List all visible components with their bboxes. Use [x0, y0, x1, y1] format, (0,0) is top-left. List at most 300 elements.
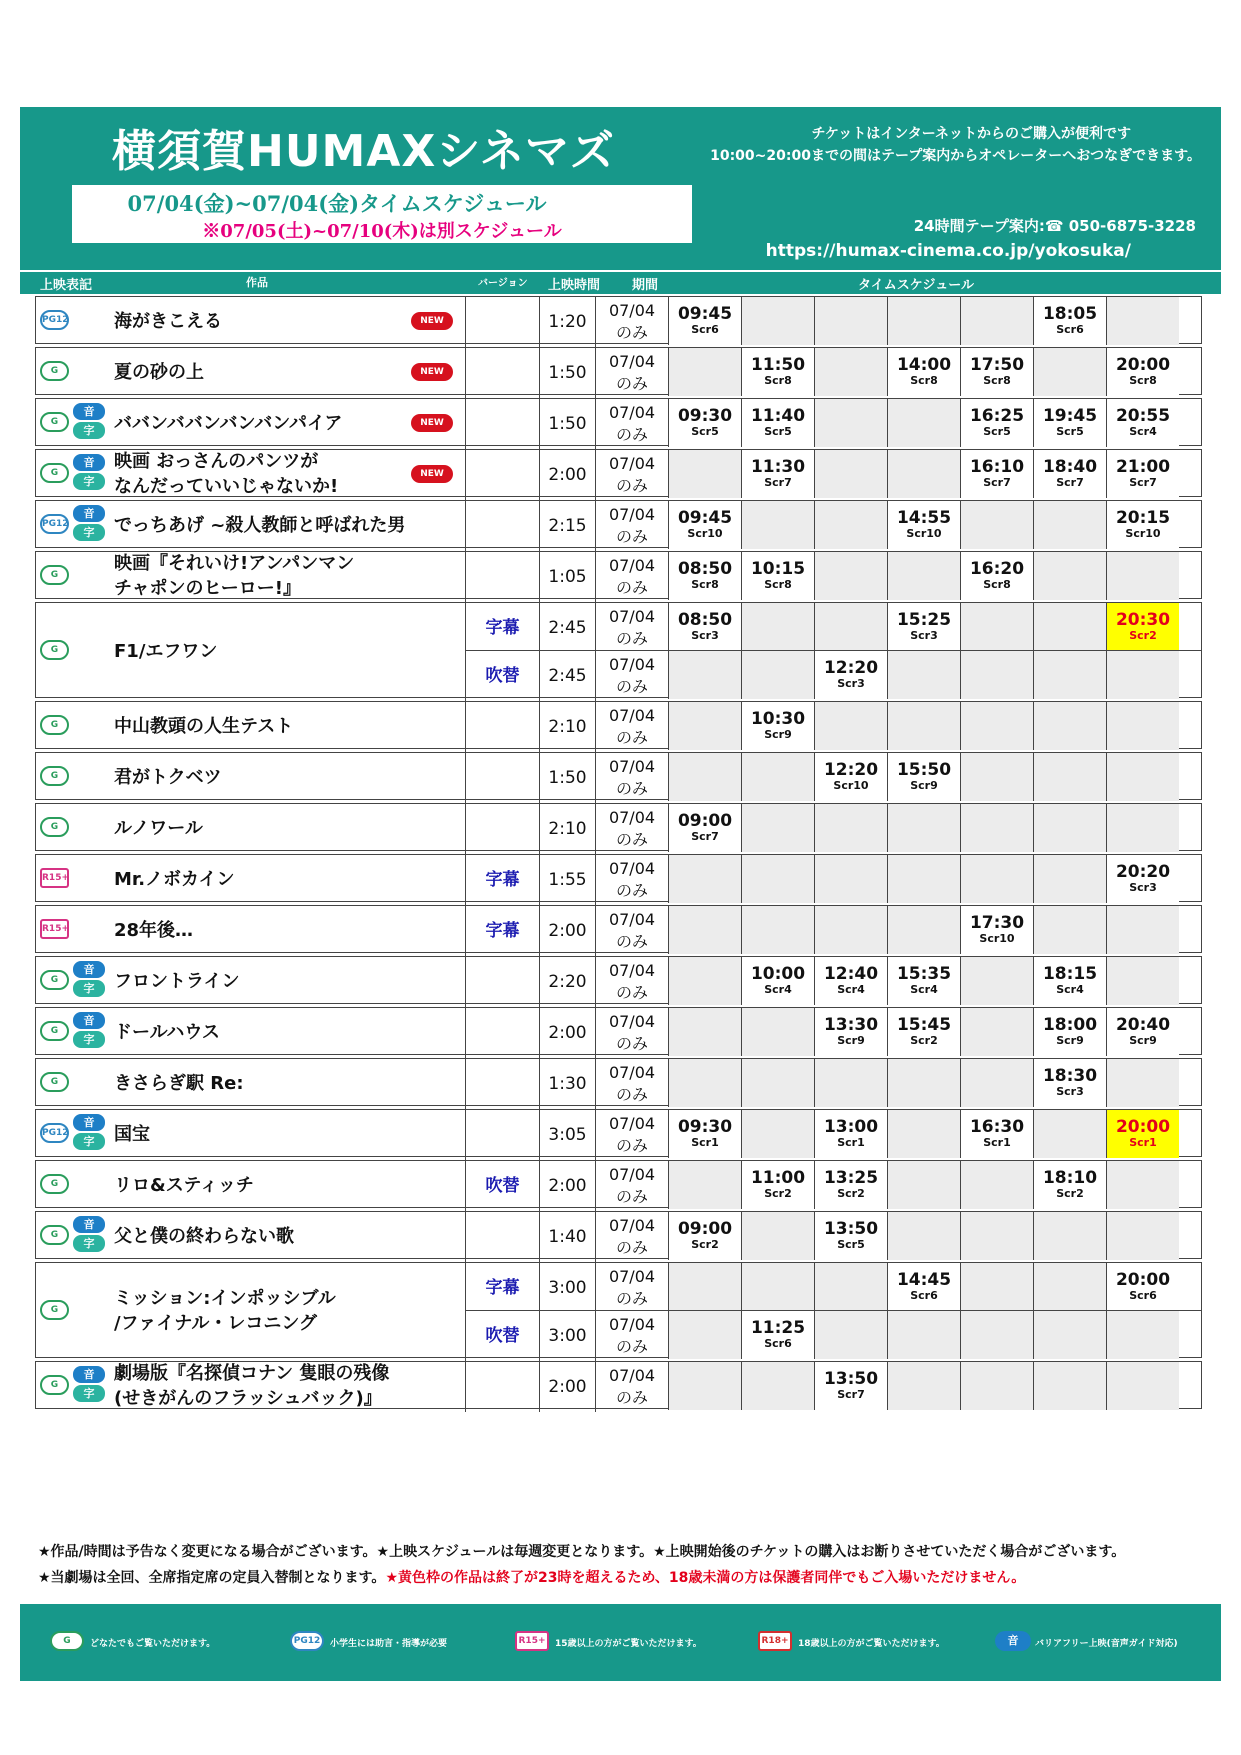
barrier-free-icon — [73, 454, 105, 492]
movie-title — [114, 309, 222, 334]
showtime-slot[interactable] — [814, 1161, 887, 1209]
showtime-slot[interactable] — [1033, 1008, 1106, 1056]
screen-number: Scr2 — [910, 1034, 938, 1047]
showtime[interactable]: 08:50 — [677, 610, 733, 630]
showtime-slot[interactable] — [887, 1263, 960, 1310]
screen-number: Scr8 — [983, 578, 1011, 591]
showtime[interactable]: 11:30 — [750, 457, 806, 477]
showtime-slot — [887, 1059, 960, 1107]
showtime-slot[interactable] — [741, 450, 814, 498]
screen-number: Scr6 — [1056, 323, 1084, 336]
rating-badge: G — [40, 1375, 69, 1395]
showtime-slot — [1033, 1110, 1106, 1158]
showtime-slot — [814, 603, 887, 650]
col-schedule: タイムスケジュール — [858, 278, 974, 293]
rating-badge: G — [40, 715, 69, 735]
runtime-cell: 2:10 — [539, 804, 595, 854]
showtime[interactable]: 15:45 — [896, 1015, 952, 1035]
showing-row — [465, 1161, 1202, 1211]
showtime[interactable]: 17:30 — [969, 913, 1025, 933]
screen-number: Scr5 — [837, 1238, 865, 1251]
showtime[interactable]: 16:10 — [969, 457, 1025, 477]
rating-badge: G — [40, 640, 69, 660]
showtime-slot[interactable] — [814, 1362, 887, 1410]
screen-number: Scr4 — [837, 983, 865, 996]
rating-badge: PG12 — [40, 310, 69, 330]
screen-number: Scr3 — [1056, 1085, 1084, 1098]
showtime-slot — [814, 552, 887, 600]
movie-title-line: 映画『それいけ!アンパンマン — [114, 553, 355, 574]
showtime-slot[interactable] — [887, 957, 960, 1005]
showtime[interactable]: 16:20 — [969, 559, 1025, 579]
showtime-slot[interactable] — [1106, 603, 1179, 650]
movie-title-line: なんだっていいじゃないか! — [114, 476, 339, 497]
showtime-slot — [814, 702, 887, 750]
showtime-slot — [1106, 1311, 1179, 1359]
cinema-name: 横須賀HUMAXシネマズ — [112, 126, 615, 177]
showtime[interactable]: 11:25 — [750, 1318, 806, 1338]
showtime[interactable]: 18:30 — [1042, 1066, 1098, 1086]
showtime-slot[interactable] — [814, 1212, 887, 1260]
movie-row — [35, 1007, 1202, 1055]
showtime-slot — [1033, 906, 1106, 954]
showtime-slot[interactable] — [741, 1311, 814, 1359]
showtime[interactable]: 15:25 — [896, 610, 952, 630]
showtime[interactable]: 13:30 — [823, 1015, 879, 1035]
period-cell — [595, 348, 668, 398]
period-only: のみ — [615, 527, 648, 546]
showtime-slot[interactable] — [814, 1008, 887, 1056]
movie-row — [35, 701, 1202, 749]
showtime-slot[interactable] — [741, 552, 814, 600]
movie-row — [35, 752, 1202, 800]
showtime-slot — [1033, 1263, 1106, 1310]
showtime-slot — [1106, 552, 1179, 600]
showtime[interactable]: 13:50 — [823, 1219, 879, 1239]
showtime-slot — [814, 1263, 887, 1310]
showtime-slot[interactable] — [668, 804, 741, 852]
showtime-slot — [741, 1362, 814, 1410]
screen-number: Scr2 — [837, 1187, 865, 1200]
showing-row — [465, 1008, 1202, 1058]
movie-title — [114, 1361, 389, 1411]
showtime[interactable]: 14:45 — [896, 1270, 952, 1290]
period-date: 07/04 — [608, 757, 656, 776]
showtime[interactable]: 09:45 — [677, 508, 733, 528]
showtime-slot — [960, 957, 1033, 1005]
showtime[interactable]: 09:45 — [677, 304, 733, 324]
showtime-slot — [1033, 651, 1106, 699]
notes-late-warning: ★黄色枠の作品は終了が23時を超えるため、18歳未満の方は保護者同伴でもご入場いただけません。 — [385, 1570, 1026, 1586]
showtime-slot — [1106, 906, 1179, 954]
showtime[interactable]: 08:50 — [677, 559, 733, 579]
showtime-slot — [887, 1362, 960, 1410]
period-cell — [595, 297, 668, 347]
version-cell: 吹替 — [465, 651, 539, 701]
period-cell — [595, 753, 668, 803]
period-cell — [595, 1110, 668, 1160]
showtime-slot — [1106, 1212, 1179, 1260]
showtime-slot[interactable] — [960, 450, 1033, 498]
screen-number: Scr6 — [764, 1337, 792, 1350]
showtime[interactable]: 14:00 — [896, 355, 952, 375]
showtime[interactable]: 18:40 — [1042, 457, 1098, 477]
showtime[interactable]: 20:00 — [1115, 355, 1171, 375]
showtime-slot[interactable] — [1106, 1008, 1179, 1056]
showtime-slot — [1033, 855, 1106, 903]
showtime[interactable]: 19:45 — [1042, 406, 1098, 426]
showtime[interactable]: 20:20 — [1115, 862, 1171, 882]
showtime-slot[interactable] — [1033, 450, 1106, 498]
rating-badge: G — [40, 412, 69, 432]
screen-number: Scr10 — [833, 779, 869, 792]
barrier-free-icon — [73, 961, 105, 999]
showtime[interactable]: 09:00 — [677, 1219, 733, 1239]
showtime-slot — [668, 450, 741, 498]
screen-number: Scr7 — [983, 476, 1011, 489]
showtime-slot[interactable] — [960, 552, 1033, 600]
period-only: のみ — [615, 578, 648, 597]
showing-row — [465, 804, 1202, 854]
showtime-slot — [887, 1110, 960, 1158]
showtime-slot[interactable] — [887, 603, 960, 650]
showtime-slot[interactable] — [1106, 1110, 1179, 1158]
period-only: のみ — [615, 881, 648, 900]
movie-title — [114, 816, 203, 841]
new-badge: NEW — [411, 465, 453, 483]
movie-title-line: リロ&スティッチ — [114, 1174, 254, 1196]
movie-title-line: チャポンのヒーロー!』 — [114, 578, 301, 599]
showtime-slot[interactable] — [1106, 501, 1179, 549]
screen-number: Scr8 — [691, 578, 719, 591]
movie-title — [114, 1122, 150, 1147]
period-cell — [595, 702, 668, 752]
showtime-slot[interactable] — [741, 399, 814, 447]
phone-info: 24時間テープ案内:☎ 050-6875-3228 — [913, 217, 1196, 235]
period-only: のみ — [615, 728, 648, 747]
showtime[interactable]: 11:00 — [750, 1168, 806, 1188]
website-link[interactable]: https://humax-cinema.co.jp/yokosuka/ — [765, 241, 1131, 261]
showtime-slot — [960, 1263, 1033, 1310]
showtime-slot[interactable] — [1033, 957, 1106, 1005]
showtime-slot — [668, 753, 741, 801]
showtime[interactable]: 12:40 — [823, 964, 879, 984]
showtime-slot — [668, 906, 741, 954]
showtime-slot — [960, 855, 1033, 903]
screen-number: Scr5 — [764, 425, 792, 438]
showtime-slot[interactable] — [887, 753, 960, 801]
showtime[interactable]: 11:50 — [750, 355, 806, 375]
rating-badge: R15+ — [40, 919, 69, 939]
showtime[interactable]: 15:50 — [896, 760, 952, 780]
separate-schedule-note: ※07/05(土)~07/10(木)は別スケジュール — [202, 221, 562, 242]
showtime-slot — [668, 702, 741, 750]
showtime-slot — [1106, 1161, 1179, 1209]
showtime-slot[interactable] — [741, 957, 814, 1005]
showing-row — [465, 1263, 1202, 1313]
showtime-slot[interactable] — [741, 1161, 814, 1209]
screen-number: Scr2 — [691, 1238, 719, 1251]
showtime[interactable]: 10:30 — [750, 709, 806, 729]
showtime[interactable]: 20:30 — [1115, 610, 1171, 630]
showtime[interactable]: 10:15 — [750, 559, 806, 579]
showtime[interactable]: 18:15 — [1042, 964, 1098, 984]
rating-badge: G — [40, 970, 69, 990]
runtime-cell: 2:45 — [539, 651, 595, 701]
showtime-slot — [741, 1263, 814, 1310]
showtime-slot — [668, 1008, 741, 1056]
movie-title-line: ドールハウス — [114, 1021, 220, 1043]
showtime[interactable]: 20:00 — [1115, 1117, 1171, 1137]
showtime-slot — [1033, 552, 1106, 600]
showtime[interactable]: 13:50 — [823, 1369, 879, 1389]
period-date: 07/04 — [608, 454, 656, 473]
showtime[interactable]: 20:15 — [1115, 508, 1171, 528]
showtime-slot[interactable] — [1033, 1161, 1106, 1209]
screen-number: Scr6 — [691, 323, 719, 336]
period-only: のみ — [615, 1337, 648, 1356]
showtime[interactable]: 11:40 — [750, 406, 806, 426]
period-cell — [595, 804, 668, 854]
rating-legend — [20, 1604, 1221, 1681]
screen-number: Scr5 — [691, 425, 719, 438]
showtime-slot — [668, 1362, 741, 1410]
period-only: のみ — [615, 779, 648, 798]
showtime-slot[interactable] — [1033, 399, 1106, 447]
period-date: 07/04 — [608, 1267, 656, 1286]
runtime-cell: 2:10 — [539, 702, 595, 752]
movie-title-line: (せきがんのフラッシュバック)』 — [114, 1388, 382, 1409]
showtime-slot[interactable] — [1033, 297, 1106, 345]
showtime-slot[interactable] — [960, 348, 1033, 396]
showtime-slot — [960, 297, 1033, 345]
subtitle-guide-icon: 字 — [73, 1031, 105, 1048]
version-cell — [465, 804, 539, 854]
showtime-slot[interactable] — [814, 1110, 887, 1158]
new-badge: NEW — [411, 363, 453, 381]
period-date: 07/04 — [608, 655, 656, 674]
movie-title — [114, 1173, 254, 1198]
showtime-slot — [960, 1311, 1033, 1359]
showtime-slot — [887, 855, 960, 903]
rating-badge: G — [50, 1631, 84, 1651]
showtime-slot[interactable] — [887, 348, 960, 396]
barrier-free-icon — [73, 403, 105, 441]
rating-badge: PG12 — [40, 1123, 69, 1143]
screen-number: Scr9 — [764, 728, 792, 741]
showtime[interactable]: 13:00 — [823, 1117, 879, 1137]
operator-info: 10:00~20:00までの間はテープ案内からオペレーターへおつなぎできます。 — [710, 148, 1201, 164]
showtime-slot[interactable] — [668, 1212, 741, 1260]
period-cell — [595, 906, 668, 956]
showtime-slot[interactable] — [668, 399, 741, 447]
showtime-slot — [960, 651, 1033, 699]
showtime-slot — [960, 804, 1033, 852]
subtitle-guide-icon: 字 — [73, 1235, 105, 1252]
movie-row — [35, 602, 1202, 698]
rating-badge: G — [40, 1174, 69, 1194]
showtime-slot — [668, 348, 741, 396]
barrier-free-icon: 音 — [995, 1631, 1031, 1651]
subtitle-guide-icon: 字 — [73, 1385, 105, 1402]
showtime-slot — [814, 450, 887, 498]
movie-row — [35, 803, 1202, 851]
runtime-cell: 1:30 — [539, 1059, 595, 1109]
showtime-slot[interactable] — [1106, 855, 1179, 903]
showtime-slot[interactable] — [887, 1008, 960, 1056]
period-only: のみ — [615, 374, 648, 393]
showtime-slot[interactable] — [1106, 1263, 1179, 1310]
version-cell — [465, 1008, 539, 1058]
rating-badge: G — [40, 766, 69, 786]
showing-row — [465, 603, 1202, 653]
period-only: のみ — [615, 629, 648, 648]
showtime[interactable]: 18:00 — [1042, 1015, 1098, 1035]
showtime-slot[interactable] — [668, 501, 741, 549]
showtime-slot — [960, 702, 1033, 750]
screen-number: Scr3 — [837, 677, 865, 690]
showtime-slot — [668, 1059, 741, 1107]
runtime-cell: 1:50 — [539, 399, 595, 449]
showtime-slot[interactable] — [887, 501, 960, 549]
showtime[interactable]: 12:20 — [823, 658, 879, 678]
version-cell: 吹替 — [465, 1161, 539, 1211]
period-cell — [595, 651, 668, 701]
showtime-slot[interactable] — [1033, 1059, 1106, 1107]
showtime[interactable]: 14:55 — [896, 508, 952, 528]
showtime-slot[interactable] — [668, 603, 741, 650]
period-date: 07/04 — [608, 808, 656, 827]
showtime-slot — [1033, 1311, 1106, 1359]
period-only: のみ — [615, 932, 648, 951]
showtime-slot[interactable] — [960, 399, 1033, 447]
showtime-slot[interactable] — [814, 753, 887, 801]
ticket-info: チケットはインターネットからのご購入が便利です — [811, 126, 1131, 142]
showtime-slot — [741, 603, 814, 650]
period-date: 07/04 — [608, 352, 656, 371]
period-date: 07/04 — [608, 859, 656, 878]
screen-number: Scr1 — [1129, 1136, 1157, 1149]
rating-badge: PG12 — [290, 1631, 324, 1651]
period-date: 07/04 — [608, 1366, 656, 1385]
showtime[interactable]: 10:00 — [750, 964, 806, 984]
showtime-slot[interactable] — [1106, 348, 1179, 396]
showtime-slot — [887, 702, 960, 750]
showtime-slot[interactable] — [741, 348, 814, 396]
version-cell — [465, 957, 539, 1007]
period-date: 07/04 — [608, 403, 656, 422]
showtime[interactable]: 18:05 — [1042, 304, 1098, 324]
showtime-slot[interactable] — [668, 1110, 741, 1158]
showtime-slot[interactable] — [814, 651, 887, 699]
showtime[interactable]: 21:00 — [1115, 457, 1171, 477]
period-cell — [595, 552, 668, 602]
movie-title-line: ミッション:インポッシブル — [114, 1288, 336, 1309]
runtime-cell: 2:45 — [539, 603, 595, 653]
period-cell — [595, 957, 668, 1007]
showtime-slot[interactable] — [814, 957, 887, 1005]
rating-badge: R15+ — [515, 1631, 549, 1651]
period-date: 07/04 — [608, 301, 656, 320]
showtime[interactable]: 16:30 — [969, 1117, 1025, 1137]
showtime-slot[interactable] — [668, 552, 741, 600]
screen-number: Scr6 — [910, 1289, 938, 1302]
runtime-cell: 1:20 — [539, 297, 595, 347]
showtime-slot — [1106, 702, 1179, 750]
showing-row — [465, 650, 1202, 699]
showtime-slot[interactable] — [960, 1110, 1033, 1158]
showtime-slot[interactable] — [1106, 450, 1179, 498]
screen-number: Scr10 — [906, 527, 942, 540]
version-cell — [465, 753, 539, 803]
runtime-cell: 1:50 — [539, 348, 595, 398]
showtime-slot[interactable] — [1106, 399, 1179, 447]
showing-row — [465, 348, 1202, 398]
movie-row — [35, 1160, 1202, 1208]
showtime[interactable]: 13:25 — [823, 1168, 879, 1188]
movie-title-line: 夏の砂の上 — [114, 361, 204, 383]
period-date: 07/04 — [608, 1012, 656, 1031]
screen-number: Scr8 — [910, 374, 938, 387]
showtime-slot — [741, 501, 814, 549]
showtime[interactable]: 20:55 — [1115, 406, 1171, 426]
showtime[interactable]: 09:30 — [677, 406, 733, 426]
showtime[interactable]: 16:25 — [969, 406, 1025, 426]
schedule-period: 07/04(金)~07/04(金)タイムスケジュール — [127, 191, 547, 216]
showing-row — [465, 1310, 1202, 1359]
showtime[interactable]: 09:30 — [677, 1117, 733, 1137]
screen-number: Scr10 — [687, 527, 723, 540]
showtime-slot — [887, 906, 960, 954]
showtime-slot — [1033, 702, 1106, 750]
screen-number: Scr5 — [1056, 425, 1084, 438]
barrier-free-icon — [73, 1216, 105, 1254]
showtime-slot[interactable] — [668, 297, 741, 345]
audio-guide-icon: 音 — [73, 961, 105, 978]
showing-row — [465, 855, 1202, 905]
showtime-slot — [814, 1059, 887, 1107]
runtime-cell: 3:00 — [539, 1263, 595, 1313]
showtime-slot — [1033, 1362, 1106, 1410]
showtime-slot[interactable] — [741, 702, 814, 750]
period-only: のみ — [615, 830, 648, 849]
showtime-slot — [887, 399, 960, 447]
showtime[interactable]: 17:50 — [969, 355, 1025, 375]
period-date: 07/04 — [608, 961, 656, 980]
showtime-slot — [1106, 957, 1179, 1005]
showtime-slot[interactable] — [960, 906, 1033, 954]
showtime[interactable]: 20:40 — [1115, 1015, 1171, 1035]
screen-number: Scr8 — [1129, 374, 1157, 387]
showing-row — [465, 552, 1202, 602]
rating-badge: R15+ — [40, 868, 69, 888]
barrier-free-icon — [73, 1366, 105, 1404]
rating-badge: G — [40, 1072, 69, 1092]
showtime[interactable]: 18:10 — [1042, 1168, 1098, 1188]
showtime[interactable]: 15:35 — [896, 964, 952, 984]
showtime[interactable]: 12:20 — [823, 760, 879, 780]
showtime[interactable]: 20:00 — [1115, 1270, 1171, 1290]
audio-guide-icon: 音 — [73, 1114, 105, 1131]
showtime-slot — [960, 603, 1033, 650]
movie-title-line: /ファイナル・レコニング — [114, 1313, 317, 1334]
movie-title-line: フロントライン — [114, 970, 240, 992]
showtime[interactable]: 09:00 — [677, 811, 733, 831]
screen-number: Scr3 — [1129, 881, 1157, 894]
showtime-slot — [1033, 804, 1106, 852]
movie-row — [35, 905, 1202, 953]
showtime-slot — [1033, 501, 1106, 549]
